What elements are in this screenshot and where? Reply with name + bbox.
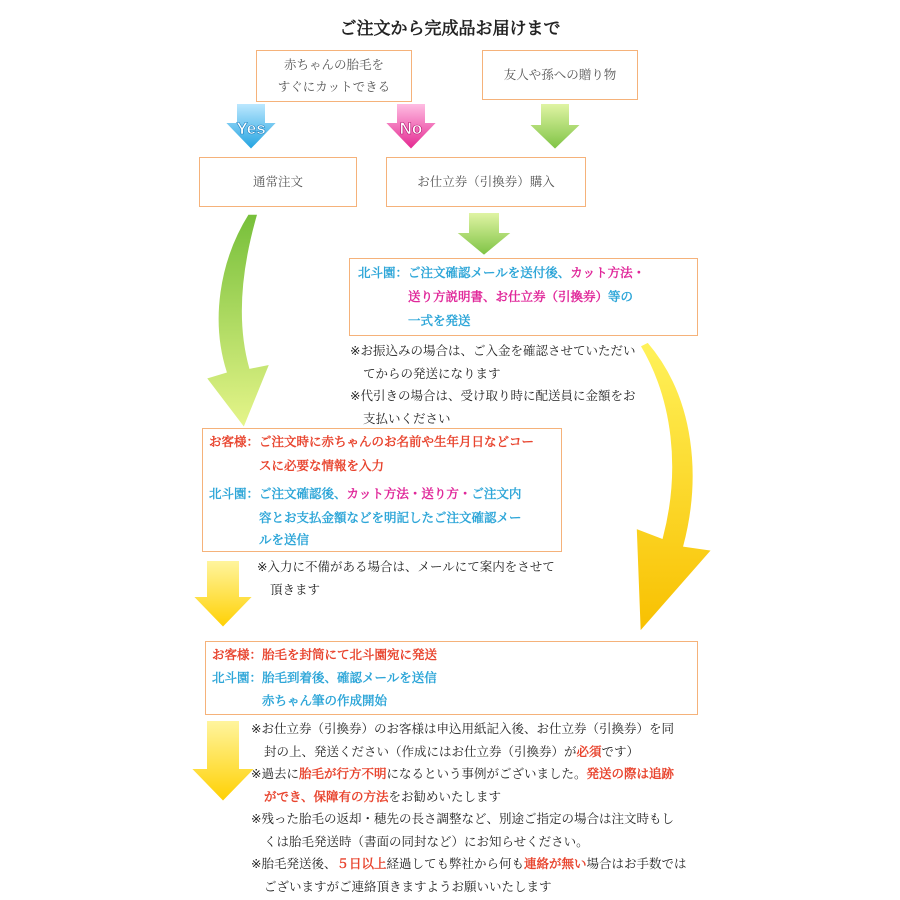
hokuto-label: 北斗園：: [212, 670, 263, 685]
voucher-purchase-text: お仕立券（引換券）購入: [417, 174, 555, 189]
customer-line2: スに必要な情報を入力: [259, 458, 385, 473]
customer-label: お客様：: [212, 647, 263, 662]
bottom-note-c2: くは胎毛発送時（書面の同封など）にお知らせください。: [264, 833, 589, 849]
bottom-note-b2: [251, 786, 687, 809]
bottom-note-a2a: 封の上、発送ください（作成にはお仕立券（引換券）が: [264, 743, 577, 759]
hokuto-line1c: ご注文内: [471, 486, 522, 501]
normal-order-box: [199, 157, 357, 207]
big-curved-green-arrow-icon: [206, 214, 270, 428]
yellow-down-arrow-icon: [190, 720, 256, 802]
gift-text: 友人や孫への贈り物: [503, 67, 617, 82]
big-curved-yellow-arrow-icon: [636, 342, 712, 632]
payment-note-2: てからの発送になります: [363, 365, 501, 381]
green-down-arrow-icon: [455, 212, 513, 256]
bottom-note-b1b: 胎毛が行方不明: [298, 766, 387, 781]
send-hokuto-line1: 胎毛到着後、確認メールを送信: [262, 670, 437, 685]
bottom-note-d1a: ※胎毛発送後、: [251, 856, 337, 871]
payment-note-3: ※代引きの場合は、受け取り時に配送員に金額をお: [350, 388, 636, 403]
bottom-note-d1: [251, 853, 687, 876]
gift-box: [482, 50, 638, 100]
bottom-note-d1d: 連絡が無い: [524, 856, 587, 871]
ship-line2a: 送り方説明書、お仕立券（引換券）: [408, 289, 609, 304]
payment-notes: [350, 340, 635, 430]
green-down-arrow-icon: [528, 103, 582, 150]
immediate-cut-line2: すぐにカットできる: [277, 79, 391, 94]
bottom-note-d1e: 場合はお手数では: [586, 856, 687, 871]
input-note-2: 頂きます: [270, 581, 321, 597]
order-info-box: [202, 428, 562, 552]
bottom-note-b1: [251, 763, 687, 786]
bottom-note-a2c: です）: [601, 743, 640, 759]
bottom-note-d1b: ５日以上: [336, 856, 387, 871]
voucher-shipping-box: [349, 258, 698, 336]
customer-line1: ご注文時に赤ちゃんのお名前や生年月日などコー: [259, 434, 535, 449]
send-hokuto-line2: 赤ちゃん筆の作成開始: [262, 693, 388, 708]
ship-line1a: ご注文確認メールを送付後、: [408, 265, 571, 280]
payment-note-4: 支払いください: [363, 410, 451, 426]
send-customer-line: 胎毛を封筒にて北斗園宛に発送: [262, 647, 438, 662]
bottom-note-a2b: 必須: [576, 743, 602, 759]
bottom-note-a2: [251, 741, 687, 764]
immediate-cut-box: [256, 50, 412, 102]
bottom-note-a1: ※お仕立券（引換券）のお客様は申込用紙記入後、お仕立券（引換券）を同: [251, 721, 674, 736]
hokuto-line2: 容とお支払金額などを明記したご注文確認メー: [259, 510, 522, 525]
ship-line1b: カット方法・: [570, 265, 646, 280]
hokuto-line1b: カット方法・送り方・: [346, 486, 472, 501]
bottom-note-d1c: 経過しても弊社から何も: [386, 856, 525, 871]
hokuto-label: 北斗園：: [209, 486, 260, 501]
input-note-1: ※入力に不備がある場合は、メールにて案内をさせて: [257, 559, 555, 574]
payment-note-1: ※お振込みの場合は、ご入金を確認させていただい: [350, 343, 636, 358]
page-title: ご注文から完成品お届けまで: [339, 19, 561, 39]
yellow-down-arrow-icon: [192, 560, 254, 628]
input-error-note: [257, 556, 555, 601]
normal-order-text: 通常注文: [252, 174, 303, 189]
hokuto-line3: ルを送信: [259, 532, 310, 547]
ship-line2b: 等の: [608, 289, 634, 304]
bottom-note-d2: ございますがご連絡頂きますようお願いいたします: [264, 878, 552, 894]
no-label: No: [399, 119, 423, 138]
send-hair-box: [205, 641, 698, 715]
bottom-note-b1c: になるという事例がございました。: [386, 766, 587, 781]
bottom-note-b1a: ※過去に: [251, 766, 299, 781]
yes-label: Yes: [236, 119, 266, 138]
immediate-cut-line1: 赤ちゃんの胎毛を: [283, 57, 384, 72]
bottom-note-b2b: をお勧めいたします: [388, 788, 502, 804]
bottom-note-b2a: ができ、保障有の方法: [264, 788, 389, 804]
bottom-note-c1: ※残った胎毛の返却・穂先の長さ調整など、別途ご指定の場合は注文時もし: [251, 811, 674, 826]
customer-label: お客様：: [209, 434, 260, 449]
voucher-purchase-box: [386, 157, 586, 207]
hokuto-label: 北斗園：: [358, 265, 409, 280]
hokuto-line1a: ご注文確認後、: [259, 486, 347, 501]
bottom-note-b1d: 発送の際は追跡: [586, 766, 675, 781]
bottom-notes: [251, 718, 687, 898]
ship-line3: 一式を発送: [408, 313, 471, 328]
